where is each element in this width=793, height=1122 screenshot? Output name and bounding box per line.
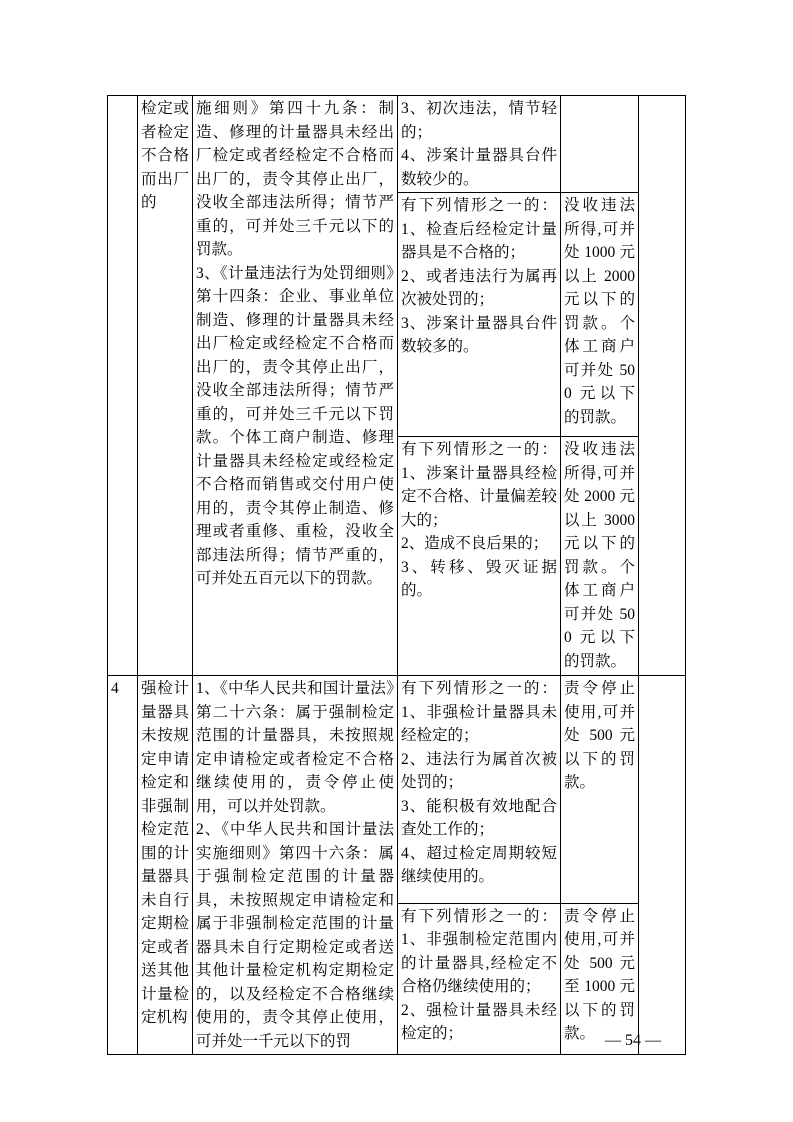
empty-cell (639, 676, 686, 1055)
violation-cell: 检定或者检定不合格而出厂的 (138, 96, 193, 676)
situation-line: 有下列情形之一的：1、非强检计量器具未经检定的； (401, 680, 557, 744)
empty-cell (639, 96, 686, 676)
situation-line: 3、初次违法，情节轻的； (401, 100, 557, 141)
basis-paragraph: 1、《中华人民共和国计量法》第二十六条：属于强制检定范围的计量器具，未按照规定申请检定或者检定不合格继续使用的，责令停止使用，可以并处罚款。 (196, 680, 394, 815)
penalty-table (107, 95, 686, 1055)
situation-line: 2、或者违法行为属再次被处罚的； (401, 267, 557, 308)
situation-line: 有下列情形之一的：1、检查后经检定计量器具是不合格的； (401, 197, 557, 261)
situation-line: 3、能积极有效地配合查处工作的； (401, 797, 557, 838)
situation-line: 2、违法行为属首次被处罚的； (401, 750, 557, 791)
situation-line: 4、超过检定周期较短继续使用的。 (401, 844, 557, 885)
penalty-cell: 责令停止使用,可并处 500 元以下的罚款。 (561, 676, 639, 904)
situation-cell (398, 676, 561, 904)
situation-line: 有下列情形之一的：1、非强制检定范围内的计量器具,经检定不合格仍继续使用的； (401, 907, 557, 996)
penalty-cell: 责令停止使用,可并处 500 元至 1000 元以下的罚款。 (561, 903, 639, 1054)
situation-line: 3、涉案计量器具台件数较多的。 (401, 314, 557, 355)
basis-paragraph: 3、《计量违法行为处罚细则》第十四条：企业、事业单位制造、修理的计量器具未经出厂检定或经检定不合格而出厂的，责令其停止出厂，没收全部违法所得；情节严重的，可并处三千元以下罚款。个体工商户制造、修理计量器具未经检定或经检定不合格而销售或交付用户使用的，责令其停止制造、修理或者重修、重检，没收全部违法所得；情节严重的，可并处五百元以下的罚款。 (196, 264, 394, 587)
situation-line: 3、转移、毁灭证据的。 (401, 558, 557, 599)
situation-cell (398, 437, 561, 676)
row-number-cell (108, 96, 138, 676)
situation-line: 4、涉案计量器具台件数较少的。 (401, 147, 557, 188)
situation-cell (398, 903, 561, 1054)
situation-line: 有下列情形之一的：1、涉案计量器具经检定不合格、计量偏差较大的； (401, 441, 557, 529)
legal-basis-cell (193, 96, 398, 676)
situation-cell (398, 96, 561, 193)
penalty-cell: 没收违法所得,可并处 2000 元以上 3000 元以下的罚款。个体工商户可并处 500 元以下的罚款。 (561, 437, 639, 676)
row-number-cell: 4 (108, 676, 138, 1055)
legal-basis-cell (193, 676, 398, 1055)
basis-paragraph: 施细则》第四十九条：制造、修理的计量器具未经出厂检定或者经检定不合格而出厂的，责令其停止出厂，没收全部违法所得；情节严重的，可并处三千元以下的罚款。 (196, 100, 394, 258)
situation-line: 2、造成不良后果的； (401, 535, 549, 552)
page-number: — 54 — (605, 1032, 661, 1049)
basis-paragraph: 2、《中华人民共和国计量法实施细则》第四十六条：属于强制检定范围的计量器具，未按照规定申请检定和属于非强制检定范围的计量器具未自行定期检定或者送其他计量检定机构定期检定的，以及经检定不合格继续使用的，责令其停止使用，可并处一千元以下的罚 (196, 821, 394, 1050)
situation-cell (398, 193, 561, 437)
penalty-cell (561, 96, 639, 193)
penalty-cell: 没收违法所得,可并处 1000 元以上 2000 元以下的罚款。个体工商户可并处 500 元以下的罚款。 (561, 193, 639, 437)
situation-line: 2、强检计量器具未经检定的； (401, 1001, 557, 1043)
violation-cell: 强检计量器具未按规定申请检定和非强制检定范围的计量器具未自行定期检定或者送其他计量检定机构 (138, 676, 193, 1055)
